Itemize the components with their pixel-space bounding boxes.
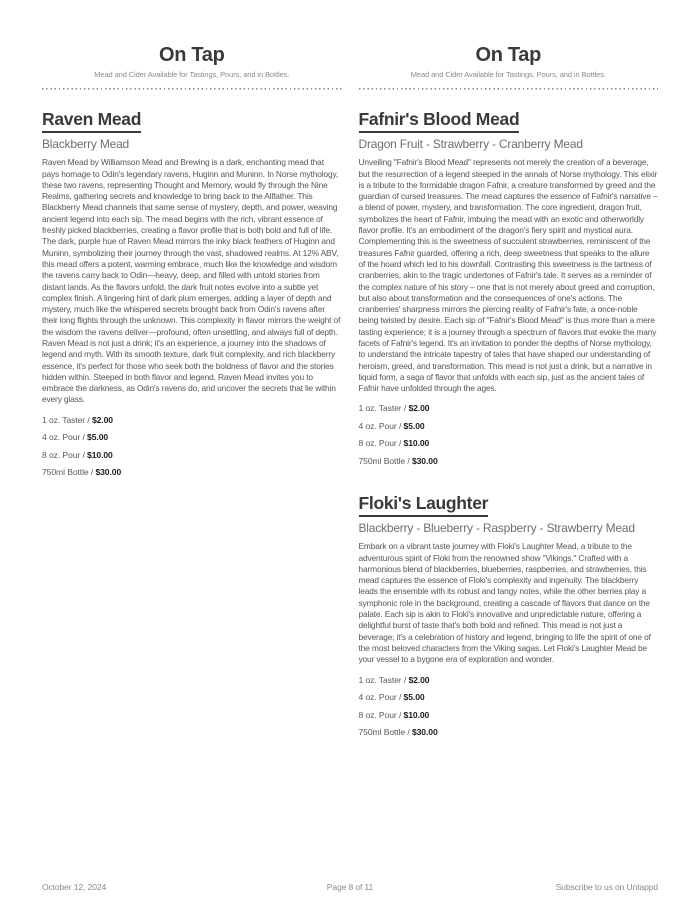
price-list bbox=[359, 675, 659, 738]
price-amount: $5.00 bbox=[403, 420, 425, 431]
column-header bbox=[42, 44, 342, 90]
price-amount: $5.00 bbox=[87, 432, 109, 443]
price-label: 750ml Bottle / bbox=[358, 727, 410, 737]
price-amount: $2.00 bbox=[91, 414, 113, 425]
left-column bbox=[42, 44, 342, 745]
section-title: Floki's Laughter bbox=[359, 494, 489, 517]
price-amount: $10.00 bbox=[403, 438, 430, 449]
section-description: Unveiling "Fafnir's Blood Mead" represents not merely the creation of a beverage, but the resurrection of a legend steeped in the annals of Norse mythology. This elixir is a tribute to the formidable dragon Fafnir, a creature transformed by greed and the guardian of cursed treasures. The mead captures the essence of Fafnir's narrative – a blend of power, mystery, and transformation. The core ingredient, dragon fruit, symbolizes the heart of Fafnir, imbuing the mead with an exotic and otherworldly flavor profile. It's an embodiment of the dragon's fiery spirit and mystical aura. Complementing this is the sweetness of succulent strawberries, reminiscent of the treasures Fafnir guarded, offering a rich, deep sweetness that speaks to the allure of the hoard which led to his downfall. Contrasting this sweetness is the tartness of cranberries, akin to the tragic undertones of Fafnir's tale. It serves as a reminder of the complex nature of his story – one that is not merely about greed and corruption, but also about transformation and the consequences of one's actions. The cranberries' sharpness mirrors the piercing reality of Fafnir's fate, a once-noble being twisted by desire. Each sip of "Fafnir's Blood Mead" is thus more than a mere tasting experience; it is a journey through a spectrum of flavors that evoke the many facets of Fafnir's legend. It's an invitation to ponder the depths of Norse mythology, to understand the intricate tapestry of tales that have shaped our understanding of heroism, greed, and transformation. This mead is not just a drink, but a narrative in liquid form, a saga of flavor that unfolds with each sip, just as the ancient tales of Fafnir have unfolded through the ages. bbox=[358, 157, 658, 394]
price-label: 4 oz. Pour / bbox=[358, 692, 402, 702]
price-amount: $2.00 bbox=[408, 403, 430, 414]
price-label: 4 oz. Pour / bbox=[358, 420, 402, 431]
price-amount: $10.00 bbox=[403, 709, 430, 720]
price-row bbox=[42, 467, 342, 477]
price-amount: $30.00 bbox=[95, 467, 122, 478]
price-list bbox=[359, 403, 659, 466]
section-description: Embark on a vibrant taste journey with Floki's Laughter Mead, a tribute to the adventurous spirit of Floki from the renowned show "Vikings." Crafted with a harmonious blend of blackberries, blueberries, raspberries, and strawberries, this mead captures the essence of Floki's complexity and ingenuity. The blackberry leads the ensemble with its robust and tangy notes, while the other berries play a symphonic role in the background, creating a cascade of flavors that dance on the palate. Each sip is akin to Floki's innovative and unpredictable nature, offering a delightful burst of taste that's both bold and refined. This mead is not just a beverage; it's a celebration of history and legend, bringing to life the spirit of one of the most beloved characters from the Viking sagas. Let Floki's Laughter Mead be your vessel to a bygone era of exploration and wonder. bbox=[358, 541, 651, 665]
section-description: Raven Mead by Williamson Mead and Brewing is a dark, enchanting mead that pays homage to Odin's legendary ravens, Huginn and Muninn. In Norse mythology, these two ravens, representing Thought and Memory, would fly through the Nine Realms, gathering secrets and knowledge to bring back to the Allfather. This Blackberry Mead channels that same sense of mystery, depth, and power, weaving ancient legend into each sip. The mead begins with the rich, vibrant essence of freshly picked blackberries, creating a flavor profile that is both bold and full of life. The dark, purple hue of Raven Mead mirrors the inky black feathers of Huginn and Muninn, symbolizing their journey through the vast, shadowed realms. At 12% ABV, this mead offers a potent, warming embrace, much like the knowledge and wisdom the ravens carry back to Odin—heavy, deep, and filled with untold stories from distant lands. As the flavors unfold, the dark fruit notes evolve into a subtle yet complex finish. A lingering hint of dark plum emerges, adding a layer of depth and mystery, much like the whispered secrets brought back from Odin's ravens after their long flights through the unknown. This complexity in flavor mirrors the weight of the wisdom the ravens deliver—profound, often unsettling, and always full of depth. Raven Mead is not just a drink; it's an experience, a journey into the shadows of legend and myth. With its smooth texture, dark fruit complexity, and rich blackberry essence, it's perfect for those who seek both the boldness of flavor and the stories hidden within. Steeped in both flavor and legend, Raven Mead invites you to embrace the darkness, as Odin's ravens do, and uncover the secrets that lie within every glass. bbox=[42, 157, 341, 405]
price-list bbox=[42, 415, 342, 478]
column-header bbox=[359, 44, 659, 90]
price-amount: $2.00 bbox=[408, 674, 430, 685]
price-label: 8 oz. Pour / bbox=[358, 438, 402, 449]
price-row bbox=[42, 415, 342, 425]
price-row bbox=[359, 727, 659, 737]
section-subtitle: Dragon Fruit - Strawberry - Cranberry Mead bbox=[358, 137, 583, 152]
section-subtitle: Blackberry - Blueberry - Raspberry - Strawberry Mead bbox=[358, 521, 635, 536]
footer-subscribe-link[interactable]: Subscribe to us on Untappd bbox=[555, 882, 658, 892]
section-subtitle: Blackberry Mead bbox=[42, 137, 130, 152]
price-row bbox=[359, 403, 659, 413]
on-tap-subtitle: Mead and Cider Available for Tastings, Pours, and in Bottles. bbox=[410, 70, 606, 79]
price-label: 8 oz. Pour / bbox=[42, 449, 85, 460]
price-label: 1 oz. Taster / bbox=[358, 403, 407, 414]
price-amount: $10.00 bbox=[87, 449, 113, 460]
dotted-divider bbox=[359, 88, 659, 90]
section-title: Raven Mead bbox=[42, 110, 141, 133]
right-column bbox=[359, 44, 659, 745]
menu-section-fafnirs-blood-mead bbox=[359, 110, 659, 466]
price-amount: $30.00 bbox=[411, 727, 438, 737]
on-tap-subtitle: Mead and Cider Available for Tastings, Pours, and in Bottles. bbox=[94, 70, 290, 79]
price-label: 1 oz. Taster / bbox=[42, 414, 90, 425]
price-row bbox=[42, 432, 342, 442]
footer-date: October 12, 2024 bbox=[42, 882, 107, 892]
price-row bbox=[359, 675, 659, 685]
price-row bbox=[359, 710, 659, 720]
price-amount: $5.00 bbox=[403, 692, 425, 702]
price-amount: $30.00 bbox=[411, 455, 438, 466]
price-row bbox=[359, 692, 659, 702]
section-title: Fafnir's Blood Mead bbox=[359, 110, 520, 133]
price-label: 8 oz. Pour / bbox=[358, 709, 402, 720]
price-row bbox=[359, 438, 659, 448]
on-tap-title: On Tap bbox=[158, 44, 225, 66]
price-row bbox=[359, 421, 659, 431]
price-label: 750ml Bottle / bbox=[358, 455, 410, 466]
price-label: 4 oz. Pour / bbox=[42, 432, 85, 443]
on-tap-title: On Tap bbox=[475, 44, 542, 66]
price-row bbox=[42, 450, 342, 460]
menu-section-flokis-laughter bbox=[359, 494, 659, 737]
footer-page-number: Page 8 of 11 bbox=[326, 882, 374, 892]
price-row bbox=[359, 456, 659, 466]
dotted-divider bbox=[42, 88, 342, 90]
price-label: 1 oz. Taster / bbox=[358, 674, 407, 685]
menu-section-raven-mead bbox=[42, 110, 342, 477]
price-label: 750ml Bottle / bbox=[42, 467, 94, 478]
